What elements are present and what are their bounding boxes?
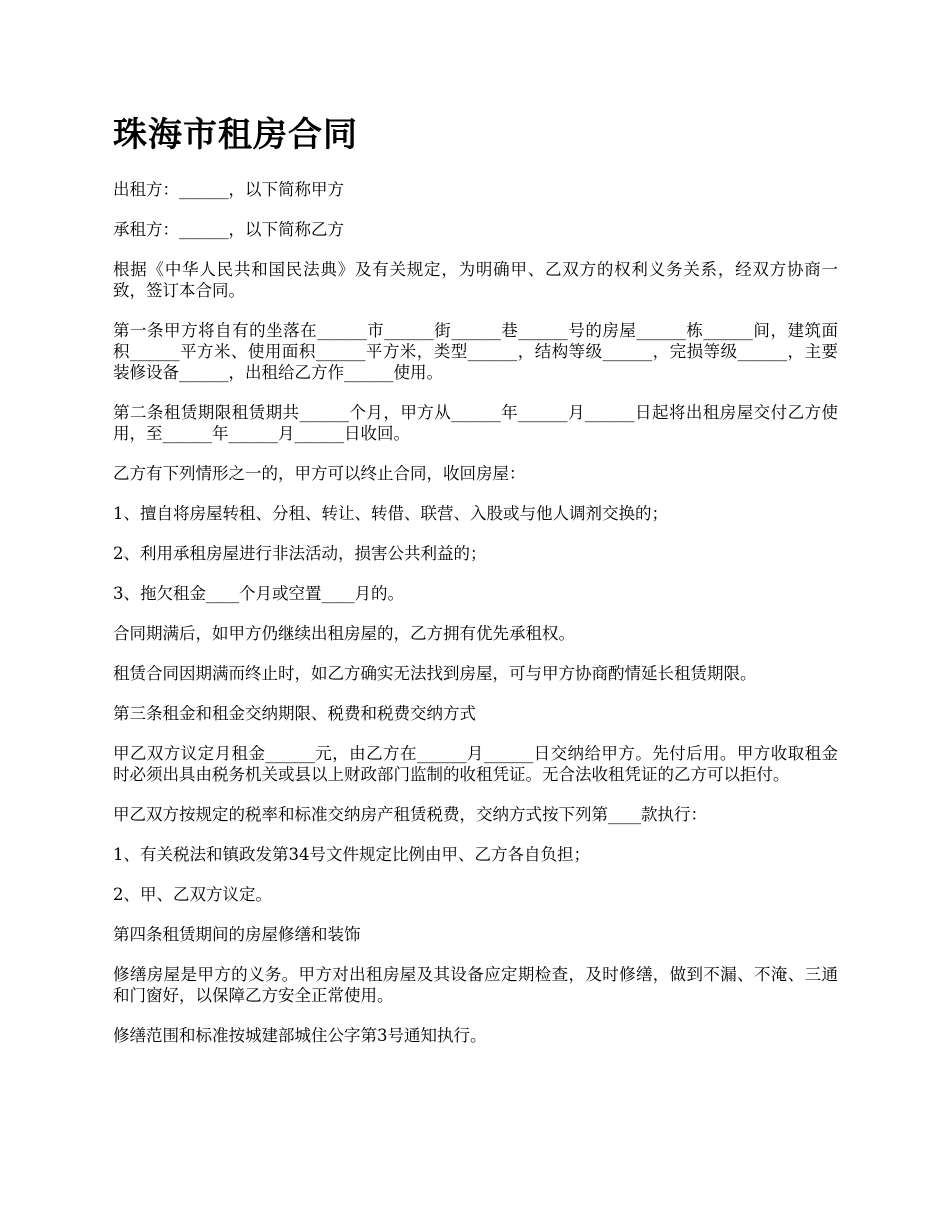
paragraph-article-3-heading: 第三条租金和租金交纳期限、税费和税费交纳方式 bbox=[113, 704, 476, 723]
paragraph-lessee: 承租方：______，以下简称乙方 bbox=[113, 220, 344, 239]
paragraph-repair-duty: 修缮房屋是甲方的义务。甲方对出租房屋及其设备应定期检查，及时修缮，做到不漏、不淹、三通和门窗好，以保障乙方安全正常使用。 bbox=[113, 965, 838, 1005]
paragraph-tax-item-2: 2、甲、乙双方议定。 bbox=[113, 885, 272, 904]
paragraph-article-4-heading: 第四条租赁期间的房屋修缮和装饰 bbox=[113, 925, 361, 944]
document-title: 珠海市租房合同 bbox=[113, 115, 358, 155]
paragraph-termination-intro: 乙方有下列情形之一的，甲方可以终止合同，收回房屋： bbox=[113, 464, 526, 483]
paragraph-tax-terms: 甲乙双方按规定的税率和标准交纳房产租赁税费，交纳方式按下列第____款执行： bbox=[113, 805, 707, 824]
paragraph-lessor: 出租方：______，以下简称甲方 bbox=[113, 180, 344, 199]
paragraph-extension: 租赁合同因期满而终止时，如乙方确实无法找到房屋，可与甲方协商酌情延长租赁期限。 bbox=[113, 664, 757, 683]
paragraph-termination-item-3: 3、拖欠租金____个月或空置____月的。 bbox=[113, 584, 404, 603]
paragraph-rent-terms: 甲乙双方议定月租金______元，由乙方在______月______日交纳给甲方。先付后用。甲方收取租金时必须出具由税务机关或县以上财政部门监制的收租凭证。无合法收租凭证的乙方可以拒付。 bbox=[113, 744, 838, 784]
paragraph-tax-item-1: 1、有关税法和镇政发第34号文件规定比例由甲、乙方各自负担； bbox=[113, 845, 590, 864]
paragraph-preamble: 根据《中华人民共和国民法典》及有关规定，为明确甲、乙双方的权利义务关系，经双方协商一致，签订本合同。 bbox=[113, 260, 838, 300]
document-page bbox=[113, 110, 838, 1065]
paragraph-priority-lease: 合同期满后，如甲方仍继续出租房屋的，乙方拥有优先承租权。 bbox=[113, 624, 575, 643]
paragraph-termination-item-2: 2、利用承租房屋进行非法活动，损害公共利益的； bbox=[113, 544, 487, 563]
paragraph-repair-scope: 修缮范围和标准按城建部城住公字第3号通知执行。 bbox=[113, 1026, 487, 1045]
paragraph-termination-item-1: 1、擅自将房屋转租、分租、转让、转借、联营、入股或与他人调剂交换的； bbox=[113, 504, 668, 523]
paragraph-article-1: 第一条甲方将自有的坐落在______市______街______巷______号的房屋______栋______间，建筑面积______平方米、使用面积______平方米，类型______，结构等级______，完损等级______，主要装修设备______，出租给乙方作______使用。 bbox=[113, 321, 838, 382]
paragraph-article-2: 第二条租赁期限租赁期共______个月，甲方从______年______月______日起将出租房屋交付乙方使用，至______年______月______日收回。 bbox=[113, 403, 838, 443]
